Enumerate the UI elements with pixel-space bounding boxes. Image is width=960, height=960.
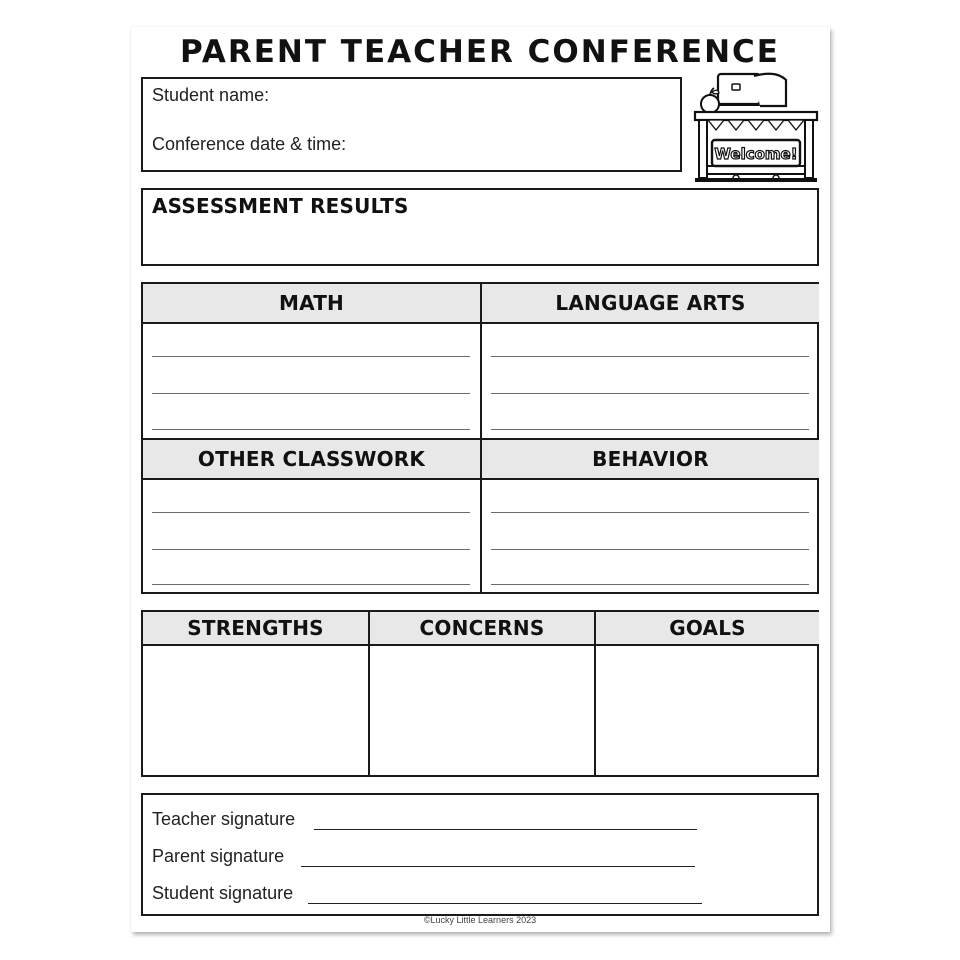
- parent-signature-label: Parent signature: [152, 846, 285, 866]
- student-info-box: [141, 77, 682, 172]
- math-writing-line[interactable]: [152, 393, 470, 394]
- teacher-signature-label: Teacher signature: [152, 809, 296, 829]
- behavior-header: BEHAVIOR: [482, 440, 819, 478]
- behavior-writing-line[interactable]: [491, 512, 809, 513]
- other-classwork-writing-line[interactable]: [152, 549, 470, 550]
- other-classwork-writing-line[interactable]: [152, 584, 470, 585]
- concerns-header: CONCERNS: [370, 612, 594, 644]
- student-name-label: Student name:: [152, 85, 270, 105]
- goals-area[interactable]: [596, 646, 819, 777]
- assessment-results-box: [141, 188, 819, 266]
- welcome-sign-text: Welcome!: [714, 145, 798, 163]
- goals-header: GOALS: [596, 612, 819, 644]
- signature-box: [141, 793, 819, 916]
- student-signature-label: Student signature: [152, 883, 294, 903]
- student-signature-line[interactable]: [308, 903, 702, 904]
- language-arts-header: LANGUAGE ARTS: [482, 284, 819, 322]
- language-arts-writing-line[interactable]: [491, 356, 809, 357]
- concerns-area[interactable]: [370, 646, 594, 777]
- conference-date-label: Conference date & time:: [152, 134, 347, 154]
- language-arts-writing-line[interactable]: [491, 393, 809, 394]
- teacher-desk-illustration: [692, 68, 820, 190]
- math-writing-line[interactable]: [152, 356, 470, 357]
- teacher-desk-icon: [692, 68, 820, 190]
- summary-table: [141, 610, 819, 777]
- subject-grid: [141, 282, 819, 594]
- assessment-results-title: ASSESSMENT RESULTS: [152, 194, 409, 218]
- grid-divider: [480, 284, 482, 594]
- other-classwork-header: OTHER CLASSWORK: [143, 440, 480, 478]
- behavior-writing-line[interactable]: [491, 584, 809, 585]
- teacher-signature-line[interactable]: [314, 829, 697, 830]
- parent-signature-line[interactable]: [301, 866, 695, 867]
- copyright-text: ©Lucky Little Learners 2023: [423, 915, 537, 925]
- other-classwork-writing-line[interactable]: [152, 512, 470, 513]
- strengths-area[interactable]: [143, 646, 368, 777]
- page-title: PARENT TEACHER CONFERENCE: [180, 34, 780, 70]
- math-header: MATH: [143, 284, 480, 322]
- behavior-writing-line[interactable]: [491, 549, 809, 550]
- strengths-header: STRENGTHS: [143, 612, 368, 644]
- math-writing-line[interactable]: [152, 429, 470, 430]
- language-arts-writing-line[interactable]: [491, 429, 809, 430]
